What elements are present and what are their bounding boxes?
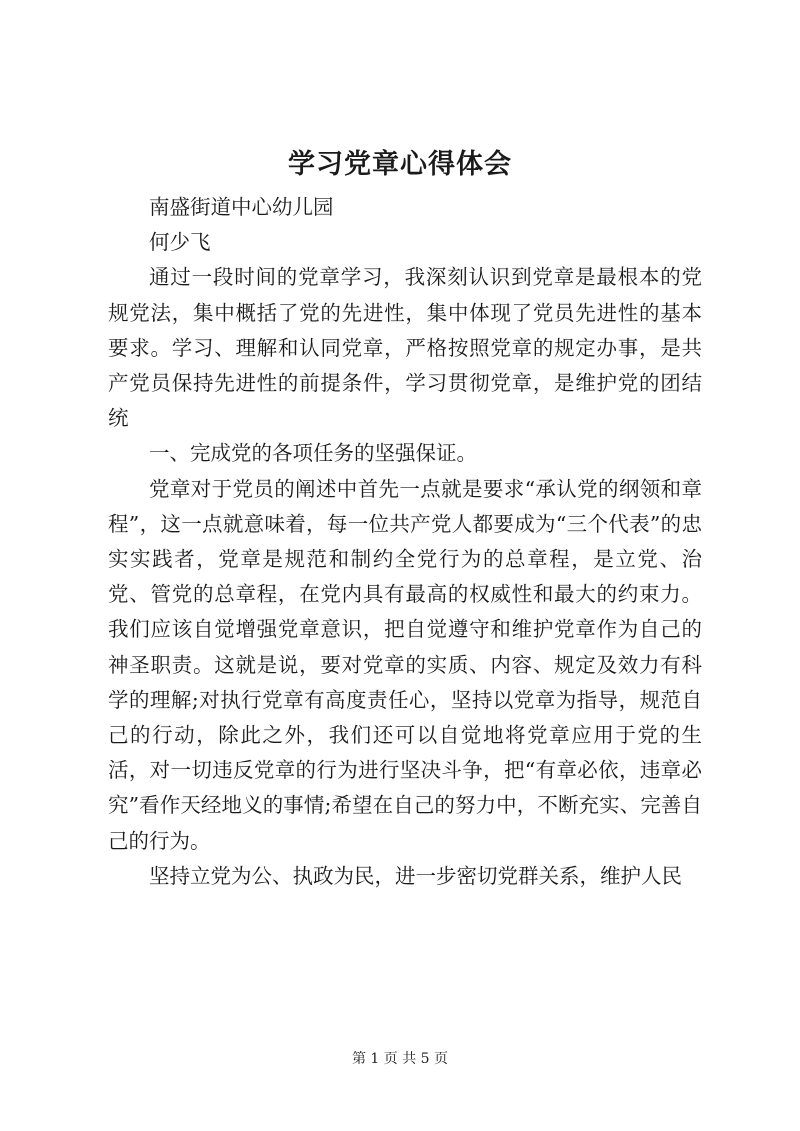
document-body	[108, 190, 702, 894]
author-name: 何少飞	[149, 230, 211, 255]
page-number-footer: 第 1 页 共 5 页	[351, 1051, 449, 1067]
body-paragraph: 坚持立党为公、执政为民，进一步密切党群关系，维护人民	[149, 863, 682, 888]
author-organization: 南盛街道中心幼儿园	[149, 195, 334, 219]
document-title: 学习党章心得体会	[288, 149, 512, 180]
section-heading: 一、完成党的各项任务的坚强保证。	[149, 441, 477, 466]
body-paragraph: 通过一段时间的党章学习，我深刻认识到党章是最根本的党规党法，集中概括了党的先进性，集中体现了党员先进性的基本要求。学习、理解和认同党章，严格按照党章的规定办事，是共产党员保持先进性的前提条件，学习贯彻党章，是维护党的团结统	[108, 265, 702, 431]
body-paragraph: 党章对于党员的阐述中首先一点就是要求“承认党的纲领和章程”，这一点就意味着，每一位共产党人都要成为“三个代表”的忠实实践者，党章是规范和制约全党行为的总章程，是立党、治党、管党的总章程，在党内具有最高的权威性和最大的约束力。我们应该自觉增强党章意识，把自觉遵守和维护党章作为自己的神圣职责。这就是说，要对党章的实质、内容、规定及效力有科学的理解;对执行党章有高度责任心，坚持以党章为指导，规范自己的行动，除此之外，我们还可以自觉地将党章应用于党的生活，对一切违反党章的行为进行坚决斗争，把“有章必依，违章必究”看作天经地义的事情;希望在自己的努力中，不断充实、完善自己的行为。	[108, 476, 702, 853]
